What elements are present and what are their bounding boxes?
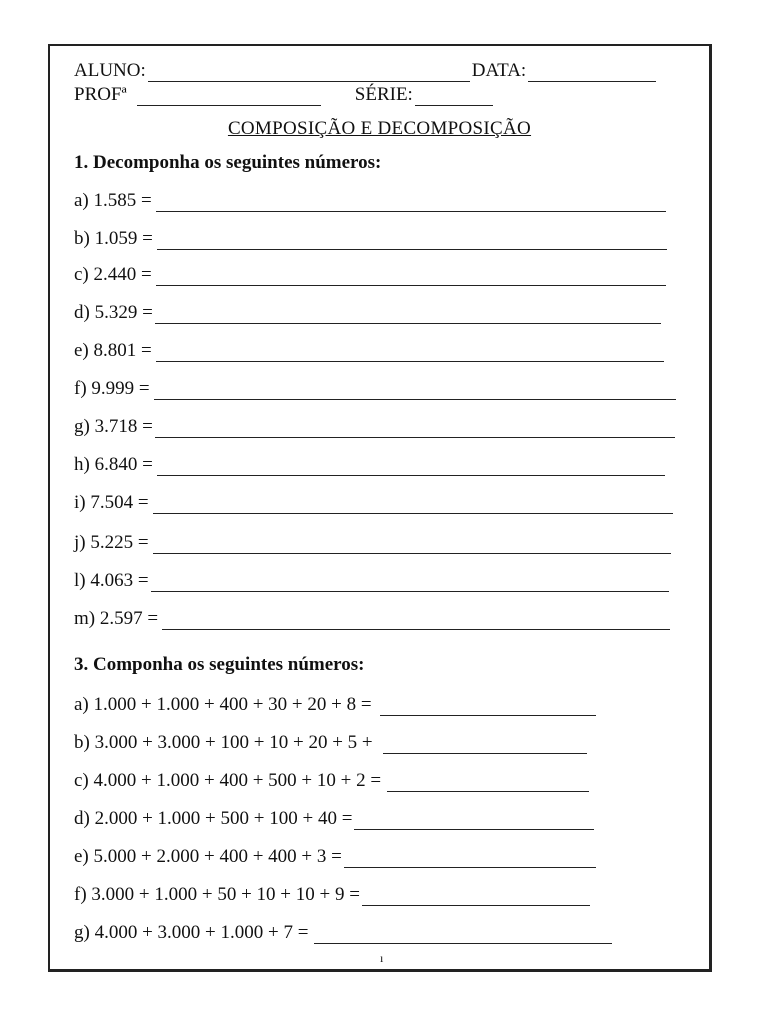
- compose-item: [74, 884, 590, 906]
- answer-line[interactable]: [156, 343, 664, 362]
- compose-item-label: d) 2.000 + 1.000 + 500 + 100 + 40 =: [74, 808, 353, 829]
- answer-line[interactable]: [387, 773, 589, 792]
- answer-line[interactable]: [155, 419, 675, 438]
- decompose-item-label: j) 5.225 =: [74, 532, 149, 553]
- decompose-item-label: c) 2.440 =: [74, 264, 152, 285]
- answer-line[interactable]: [314, 925, 612, 944]
- serie-field[interactable]: [415, 87, 493, 106]
- prof-field[interactable]: [137, 87, 321, 106]
- decompose-item: [74, 492, 673, 514]
- header-row-prof: [74, 84, 493, 106]
- worksheet: [48, 44, 712, 972]
- answer-line[interactable]: [157, 231, 667, 250]
- decompose-item-label: g) 3.718 =: [74, 416, 153, 437]
- header-row-aluno: [74, 60, 656, 82]
- compose-item-label: b) 3.000 + 3.000 + 100 + 10 + 20 + 5 +: [74, 732, 373, 753]
- data-label: DATA:: [471, 60, 527, 81]
- answer-line[interactable]: [162, 611, 670, 630]
- answer-line[interactable]: [362, 887, 590, 906]
- answer-line[interactable]: [380, 697, 596, 716]
- decompose-item-label: a) 1.585 =: [74, 190, 152, 211]
- compose-item: [74, 846, 596, 868]
- compose-item: [74, 808, 594, 830]
- decompose-item: [74, 454, 665, 476]
- answer-line[interactable]: [154, 381, 676, 400]
- decompose-item: [74, 416, 675, 438]
- section-3-heading: [74, 654, 365, 676]
- compose-item-label: e) 5.000 + 2.000 + 400 + 400 + 3 =: [74, 846, 342, 867]
- section-1-heading: [74, 152, 381, 174]
- answer-line[interactable]: [344, 849, 596, 868]
- decompose-item-label: f) 9.999 =: [74, 378, 150, 399]
- decompose-item-label: i) 7.504 =: [74, 492, 149, 513]
- answer-line[interactable]: [153, 535, 671, 554]
- page-mark: ı: [380, 951, 384, 965]
- answer-line[interactable]: [157, 457, 665, 476]
- data-field[interactable]: [528, 63, 656, 82]
- decompose-item-label: e) 8.801 =: [74, 340, 152, 361]
- compose-item: [74, 732, 587, 754]
- decompose-item: [74, 378, 676, 400]
- compose-item-label: a) 1.000 + 1.000 + 400 + 30 + 20 + 8 =: [74, 694, 372, 715]
- decompose-item-label: h) 6.840 =: [74, 454, 153, 475]
- compose-item: [74, 694, 596, 716]
- decompose-item: [74, 340, 664, 362]
- answer-line[interactable]: [156, 267, 666, 286]
- decompose-item: [74, 228, 667, 250]
- decompose-item: [74, 608, 670, 630]
- section-1-heading-text: 1. Decomponha os seguintes números:: [74, 152, 382, 173]
- section-3-heading-text: 3. Componha os seguintes números:: [74, 654, 365, 675]
- decompose-item: [74, 190, 666, 212]
- decompose-item: [74, 302, 661, 324]
- aluno-field[interactable]: [148, 63, 470, 82]
- decompose-item-label: m) 2.597 =: [74, 608, 159, 629]
- decompose-item-label: d) 5.329 =: [74, 302, 153, 323]
- answer-line[interactable]: [153, 495, 673, 514]
- decompose-item: [74, 570, 669, 592]
- prof-label: PROFª: [74, 84, 127, 105]
- compose-item-label: f) 3.000 + 1.000 + 50 + 10 + 10 + 9 =: [74, 884, 360, 905]
- page-title: COMPOSIÇÃO E DECOMPOSIÇÃO: [227, 118, 532, 139]
- aluno-label: ALUNO:: [74, 60, 146, 81]
- decompose-item-label: l) 4.063 =: [74, 570, 149, 591]
- answer-line[interactable]: [151, 573, 669, 592]
- compose-item-label: g) 4.000 + 3.000 + 1.000 + 7 =: [74, 922, 309, 943]
- answer-line[interactable]: [156, 193, 666, 212]
- answer-line[interactable]: [383, 735, 587, 754]
- decompose-item-label: b) 1.059 =: [74, 228, 153, 249]
- decompose-item: [74, 264, 666, 286]
- decompose-item: [74, 532, 671, 554]
- answer-line[interactable]: [155, 305, 661, 324]
- compose-item: [74, 770, 589, 792]
- answer-line[interactable]: [354, 811, 594, 830]
- compose-item: [74, 922, 612, 944]
- compose-item-label: c) 4.000 + 1.000 + 400 + 500 + 10 + 2 =: [74, 770, 382, 791]
- serie-label: SÉRIE:: [354, 84, 413, 105]
